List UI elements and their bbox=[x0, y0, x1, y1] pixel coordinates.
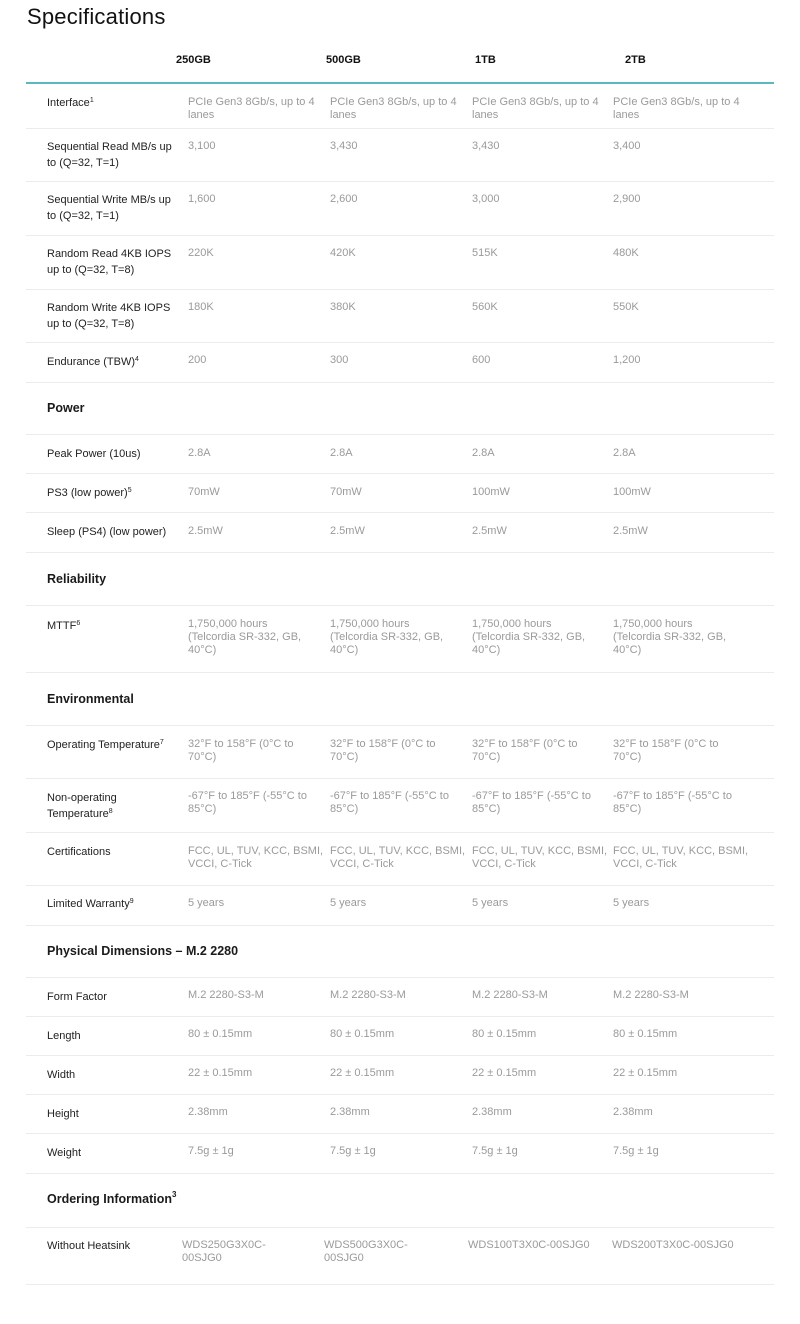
spec-value: 3,400 bbox=[613, 140, 641, 152]
spec-value: M.2 2280-S3-M bbox=[330, 989, 406, 1001]
spec-row-non-operating-temperature bbox=[26, 779, 774, 833]
spec-value: PCIe Gen3 8Gb/s, up to 4 lanes bbox=[330, 96, 457, 121]
capacity-header bbox=[26, 48, 774, 84]
spec-value: 7.5g ± 1g bbox=[330, 1145, 376, 1157]
spec-value: 80 ± 0.15mm bbox=[472, 1028, 537, 1040]
spec-value: 22 ± 0.15mm bbox=[330, 1067, 395, 1079]
spec-value: M.2 2280-S3-M bbox=[188, 989, 264, 1001]
spec-value: FCC, UL, TUV, KCC, BSMI, VCCI, C-Tick bbox=[472, 845, 608, 870]
spec-value: -67°F to 185°F (-55°C to 85°C) bbox=[188, 790, 307, 815]
spec-row-endurance bbox=[26, 343, 774, 383]
capacity-1tb: 1TB bbox=[475, 54, 496, 66]
spec-value: 3,430 bbox=[330, 140, 358, 152]
spec-value: 70mW bbox=[188, 486, 220, 498]
section-title: Environmental bbox=[47, 692, 134, 706]
spec-label: Interface$^1$ bbox=[47, 97, 94, 109]
spec-value: 5 years bbox=[613, 897, 650, 909]
spec-row-sleep bbox=[26, 513, 774, 553]
spec-value: 200 bbox=[188, 354, 207, 366]
spec-value: 5 years bbox=[330, 897, 367, 909]
spec-row-random-write bbox=[26, 290, 774, 343]
spec-value: 2.5mW bbox=[613, 525, 648, 537]
spec-row-length bbox=[26, 1017, 774, 1056]
spec-value: 80 ± 0.15mm bbox=[330, 1028, 395, 1040]
section-title: Ordering Information$^3$ bbox=[47, 1190, 177, 1206]
spec-row-form-factor bbox=[26, 978, 774, 1017]
spec-value: 5 years bbox=[472, 897, 509, 909]
spec-value: 2.38mm bbox=[330, 1106, 370, 1118]
spec-value: FCC, UL, TUV, KCC, BSMI, VCCI, C-Tick bbox=[613, 845, 749, 870]
spec-value: -67°F to 185°F (-55°C to 85°C) bbox=[330, 790, 449, 815]
spec-value: 2.8A bbox=[188, 447, 211, 459]
spec-value: 32°F to 158°F (0°C to 70°C) bbox=[472, 738, 578, 763]
spec-value: 80 ± 0.15mm bbox=[188, 1028, 253, 1040]
spec-value: 2.5mW bbox=[472, 525, 507, 537]
spec-label: Sleep (PS4) (low power) bbox=[47, 526, 167, 538]
spec-value: 380K bbox=[330, 301, 356, 313]
capacity-250gb: 250GB bbox=[176, 54, 211, 66]
spec-value: 7.5g ± 1g bbox=[472, 1145, 518, 1157]
spec-value: 420K bbox=[330, 247, 356, 259]
spec-value: 1,200 bbox=[613, 354, 641, 366]
spec-value: WDS100T3X0C-00SJG0 bbox=[468, 1239, 590, 1251]
spec-value: 480K bbox=[613, 247, 639, 259]
spec-row-height bbox=[26, 1095, 774, 1134]
capacity-2tb: 2TB bbox=[625, 54, 646, 66]
spec-label: Endurance (TBW)$^4$ bbox=[47, 356, 139, 368]
spec-row-certifications bbox=[26, 833, 774, 886]
spec-value: WDS250G3X0C-00SJG0 bbox=[182, 1239, 266, 1264]
spec-value: 3,430 bbox=[472, 140, 500, 152]
spec-label: Non-operating Temperature$^8$ bbox=[47, 792, 117, 820]
page-title: Specifications bbox=[27, 4, 166, 29]
spec-row-operating-temperature bbox=[26, 726, 774, 779]
spec-value: 32°F to 158°F (0°C to 70°C) bbox=[188, 738, 294, 763]
spec-value: 2.5mW bbox=[330, 525, 365, 537]
spec-value: FCC, UL, TUV, KCC, BSMI, VCCI, C-Tick bbox=[188, 845, 324, 870]
spec-value: 1,750,000 hours (Telcordia SR-332, GB, 40°C) bbox=[613, 618, 727, 656]
spec-value: M.2 2280-S3-M bbox=[613, 989, 689, 1001]
spec-value: 70mW bbox=[330, 486, 362, 498]
spec-label: Height bbox=[47, 1108, 79, 1120]
section-power bbox=[26, 383, 774, 435]
section-environmental bbox=[26, 673, 774, 726]
spec-value: 1,750,000 hours (Telcordia SR-332, GB, 40°C) bbox=[188, 618, 302, 656]
spec-label: Form Factor bbox=[47, 991, 107, 1003]
spec-value: WDS500G3X0C-00SJG0 bbox=[324, 1239, 408, 1264]
spec-value: 2.38mm bbox=[472, 1106, 512, 1118]
spec-value: 560K bbox=[472, 301, 498, 313]
spec-label: Without Heatsink bbox=[47, 1240, 131, 1252]
spec-value: 2.38mm bbox=[188, 1106, 228, 1118]
spec-value: PCIe Gen3 8Gb/s, up to 4 lanes bbox=[613, 96, 740, 121]
section-reliability bbox=[26, 553, 774, 606]
spec-value: 1,750,000 hours (Telcordia SR-332, GB, 40°C) bbox=[472, 618, 586, 656]
spec-value: 22 ± 0.15mm bbox=[613, 1067, 678, 1079]
spec-value: 7.5g ± 1g bbox=[188, 1145, 234, 1157]
spec-value: 1,750,000 hours (Telcordia SR-332, GB, 40°C) bbox=[330, 618, 444, 656]
spec-value: M.2 2280-S3-M bbox=[472, 989, 548, 1001]
capacity-500gb: 500GB bbox=[326, 54, 361, 66]
spec-row-limited-warranty bbox=[26, 886, 774, 926]
section-title: Physical Dimensions – M.2 2280 bbox=[47, 944, 239, 958]
spec-label: Certifications bbox=[47, 846, 111, 858]
section-title: Reliability bbox=[47, 572, 107, 586]
spec-label: Sequential Read MB/s up to (Q=32, T=1) bbox=[47, 141, 172, 169]
spec-value: -67°F to 185°F (-55°C to 85°C) bbox=[472, 790, 591, 815]
spec-row-random-read bbox=[26, 236, 774, 290]
section-title: Power bbox=[47, 401, 85, 415]
spec-label: Width bbox=[47, 1069, 76, 1081]
spec-row-ps3 bbox=[26, 474, 774, 513]
spec-value: 2,900 bbox=[613, 193, 641, 205]
spec-value: -67°F to 185°F (-55°C to 85°C) bbox=[613, 790, 732, 815]
spec-value: 22 ± 0.15mm bbox=[472, 1067, 537, 1079]
spec-value: 550K bbox=[613, 301, 639, 313]
spec-value: 32°F to 158°F (0°C to 70°C) bbox=[613, 738, 719, 763]
spec-label: Peak Power (10us) bbox=[47, 448, 141, 460]
spec-value: 515K bbox=[472, 247, 498, 259]
spec-row-interface bbox=[26, 84, 774, 129]
spec-label: PS3 (low power)$^5$ bbox=[47, 487, 132, 499]
spec-value: WDS200T3X0C-00SJG0 bbox=[612, 1239, 734, 1251]
spec-value: 2.8A bbox=[613, 447, 636, 459]
spec-value: 3,000 bbox=[472, 193, 500, 205]
spec-label: Weight bbox=[47, 1147, 82, 1159]
spec-value: 80 ± 0.15mm bbox=[613, 1028, 678, 1040]
spec-row-sequential-read bbox=[26, 129, 774, 182]
spec-value: 2.8A bbox=[330, 447, 353, 459]
spec-value: PCIe Gen3 8Gb/s, up to 4 lanes bbox=[472, 96, 599, 121]
spec-row-weight bbox=[26, 1134, 774, 1174]
spec-row-mttf bbox=[26, 606, 774, 673]
spec-value: 300 bbox=[330, 354, 349, 366]
spec-value: 2.5mW bbox=[188, 525, 223, 537]
spec-label: Operating Temperature$^7$ bbox=[47, 739, 164, 751]
spec-value: 32°F to 158°F (0°C to 70°C) bbox=[330, 738, 436, 763]
spec-value: 220K bbox=[188, 247, 214, 259]
spec-value: 2.38mm bbox=[613, 1106, 653, 1118]
spec-row-sequential-write bbox=[26, 182, 774, 236]
spec-row-width bbox=[26, 1056, 774, 1095]
spec-value: 7.5g ± 1g bbox=[613, 1145, 659, 1157]
spec-value: 100mW bbox=[613, 486, 651, 498]
spec-value: 1,600 bbox=[188, 193, 216, 205]
spec-label: Random Write 4KB IOPS up to (Q=32, T=8) bbox=[47, 302, 171, 330]
spec-label: Sequential Write MB/s up to (Q=32, T=1) bbox=[47, 194, 171, 222]
spec-value: 5 years bbox=[188, 897, 225, 909]
spec-label: Length bbox=[47, 1030, 81, 1042]
spec-label: Limited Warranty$^9$ bbox=[47, 898, 134, 910]
spec-value: 2,600 bbox=[330, 193, 358, 205]
spec-label: MTTF$^6$ bbox=[47, 620, 81, 632]
spec-value: 600 bbox=[472, 354, 491, 366]
spec-row-without-heatsink bbox=[26, 1228, 774, 1285]
spec-value: PCIe Gen3 8Gb/s, up to 4 lanes bbox=[188, 96, 315, 121]
section-physical-dimensions bbox=[26, 926, 774, 978]
spec-value: 100mW bbox=[472, 486, 510, 498]
section-ordering-information bbox=[26, 1174, 774, 1228]
spec-value: 180K bbox=[188, 301, 214, 313]
spec-row-peak-power bbox=[26, 435, 774, 474]
spec-value: 2.8A bbox=[472, 447, 495, 459]
spec-label: Random Read 4KB IOPS up to (Q=32, T=8) bbox=[47, 248, 172, 276]
spec-value: FCC, UL, TUV, KCC, BSMI, VCCI, C-Tick bbox=[330, 845, 466, 870]
spec-value: 22 ± 0.15mm bbox=[188, 1067, 253, 1079]
spec-value: 3,100 bbox=[188, 140, 216, 152]
